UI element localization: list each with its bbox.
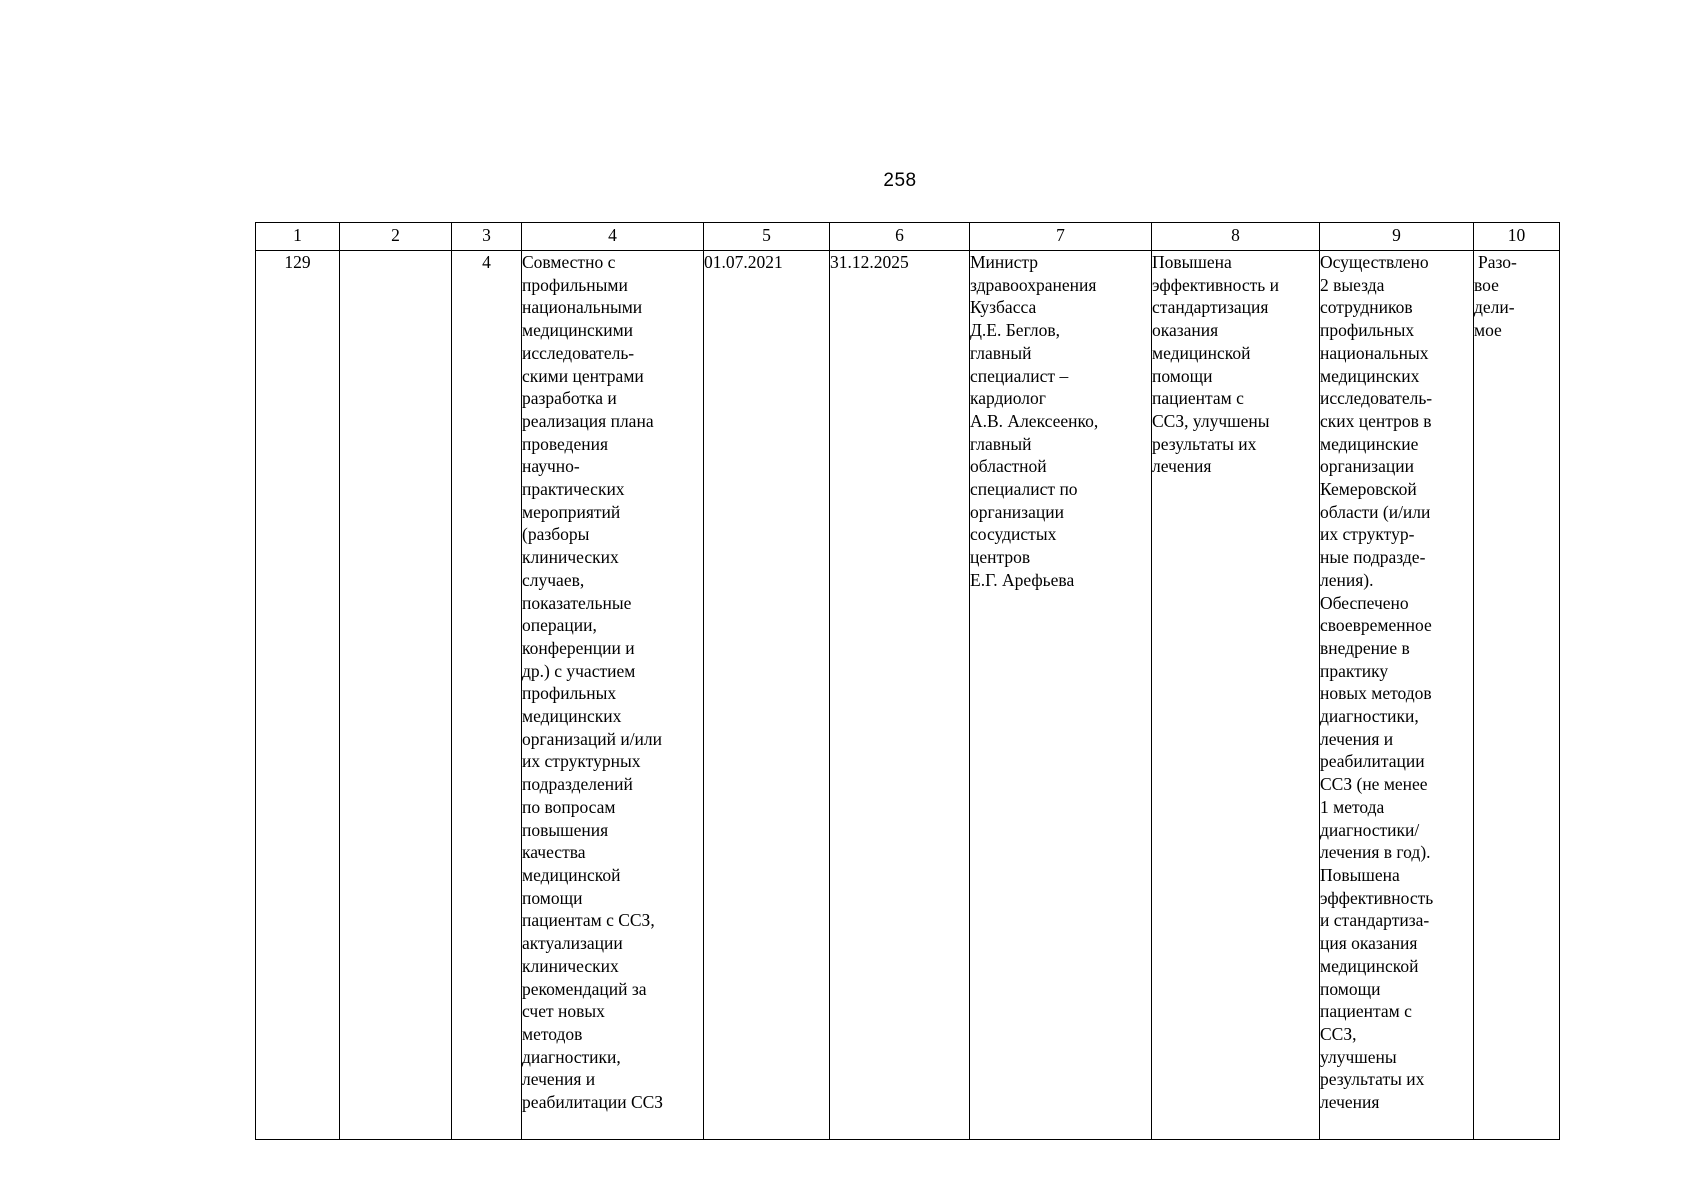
text-line: помощи: [1152, 365, 1213, 386]
result-description-cell: [1320, 251, 1474, 1140]
text-line: оказания: [1152, 320, 1219, 341]
text-line: практику: [1320, 660, 1389, 681]
text-line: медицинскими: [522, 320, 634, 341]
text-line: медицинской: [522, 864, 621, 885]
text-line: организации: [1320, 456, 1414, 477]
text-line: Повышена: [1152, 252, 1232, 272]
text-line: Совместно с: [522, 252, 616, 272]
text-line: скими центрами: [522, 365, 644, 386]
text-line: национальных: [1320, 342, 1429, 363]
text-line: профильных: [522, 683, 617, 704]
text-line: (разборы: [522, 524, 590, 545]
end-date-cell: 31.12.2025: [830, 251, 970, 1140]
text-line: ССЗ (не менее: [1320, 774, 1428, 795]
text-line: эффективность: [1320, 887, 1434, 908]
plan-table: [255, 222, 1560, 1140]
column-number: 10: [1474, 223, 1560, 251]
text-line: помощи: [522, 887, 583, 908]
column-number: 4: [522, 223, 704, 251]
text-line: главный: [970, 342, 1032, 363]
text-line: научно-: [522, 456, 580, 477]
text-line: Обеспечено: [1320, 592, 1409, 613]
text-line: помощи: [1320, 978, 1381, 999]
text-line: пациентам с ССЗ,: [522, 910, 655, 931]
text-line: разработка и: [522, 388, 617, 409]
text-line: мое: [1474, 320, 1502, 341]
text-line: клинических: [522, 955, 619, 976]
text-line: реабилитации: [1320, 751, 1425, 772]
responsible-persons: [970, 251, 1151, 592]
text-line: показательные: [522, 592, 632, 613]
text-line: Кемеровской: [1320, 479, 1417, 500]
column-number: 1: [256, 223, 340, 251]
text-line: вое: [1474, 274, 1499, 295]
text-line: качества: [522, 842, 586, 863]
text-line: области (и/или: [1320, 501, 1431, 522]
text-line: медицинских: [522, 706, 622, 727]
result-description: [1320, 251, 1473, 1114]
text-line: Разо-: [1478, 252, 1517, 272]
text-line: результаты их: [1320, 1069, 1425, 1090]
column-number: 9: [1320, 223, 1474, 251]
text-line: медицинские: [1320, 433, 1419, 454]
text-line: результаты их: [1152, 433, 1257, 454]
text-line: лечения в год).: [1320, 842, 1431, 863]
text-line: пациентам с: [1320, 1001, 1412, 1022]
text-line: случаев,: [522, 569, 585, 590]
text-line: специалист –: [970, 365, 1069, 386]
text-line: главный: [970, 433, 1032, 454]
text-line: конференции и: [522, 637, 635, 658]
row-number-cell: 129: [256, 251, 340, 1140]
text-line: повышения: [522, 819, 609, 840]
text-line: ления).: [1320, 569, 1374, 590]
text-line: актуализации: [522, 933, 623, 954]
empty-cell: [340, 251, 452, 1140]
text-line: Д.Е. Беглов,: [970, 320, 1060, 341]
text-line: диагностики,: [1320, 706, 1419, 727]
table-header-row: [256, 223, 1560, 251]
text-line: центров: [970, 547, 1031, 568]
text-line: рекомендаций за: [522, 978, 647, 999]
text-line: Повышена: [1320, 864, 1400, 885]
text-line: Осуществлено: [1320, 252, 1429, 272]
column-number: 5: [704, 223, 830, 251]
text-line: профильными: [522, 274, 628, 295]
text-line: исследователь-: [1320, 388, 1433, 409]
text-line: ССЗ,: [1320, 1023, 1357, 1044]
text-line: их структур-: [1320, 524, 1415, 545]
text-line: 1 метода: [1320, 796, 1385, 817]
text-line: А.В. Алексеенко,: [970, 410, 1099, 431]
text-line: своевременное: [1320, 615, 1432, 636]
text-line: по вопросам: [522, 796, 616, 817]
activity-description-cell: [522, 251, 704, 1140]
column-number: 2: [340, 223, 452, 251]
text-line: лечения и: [1320, 728, 1394, 749]
text-line: проведения: [522, 433, 609, 454]
text-line: профильных: [1320, 320, 1415, 341]
text-line: ные подразде-: [1320, 547, 1426, 568]
text-line: здравоохранения: [970, 274, 1097, 295]
text-line: медицинских: [1320, 365, 1420, 386]
text-line: ССЗ, улучшены: [1152, 410, 1270, 431]
text-line: исследователь-: [522, 342, 635, 363]
text-line: лечения и: [522, 1069, 596, 1090]
text-line: счет новых: [522, 1001, 605, 1022]
result-type: [1474, 251, 1559, 342]
responsible-persons-cell: [970, 251, 1152, 1140]
text-line: ция оказания: [1320, 933, 1418, 954]
text-line: реабилитации ССЗ: [522, 1092, 664, 1113]
text-line: клинических: [522, 547, 619, 568]
expected-result: [1152, 251, 1319, 478]
text-line: областной: [970, 456, 1047, 477]
text-line: др.) с участием: [522, 660, 636, 681]
text-line: диагностики/: [1320, 819, 1420, 840]
result-type-cell: [1474, 251, 1560, 1140]
column-number: 7: [970, 223, 1152, 251]
text-line: мероприятий: [522, 501, 621, 522]
text-line: операции,: [522, 615, 597, 636]
text-line: организации: [970, 501, 1064, 522]
text-line: сотрудников: [1320, 297, 1413, 318]
text-line: национальными: [522, 297, 643, 318]
column-number: 8: [1152, 223, 1320, 251]
text-line: новых методов: [1320, 683, 1432, 704]
text-line: практических: [522, 479, 625, 500]
text-line: эффективность и: [1152, 274, 1279, 295]
text-line: медицинской: [1320, 955, 1419, 976]
text-line: организаций и/или: [522, 728, 663, 749]
table-row: [256, 251, 1560, 1140]
activity-description: [522, 251, 703, 1114]
text-line: внедрение в: [1320, 637, 1410, 658]
text-line: методов: [522, 1023, 583, 1044]
text-line: лечения: [1320, 1092, 1380, 1113]
text-line: Кузбасса: [970, 297, 1037, 318]
text-line: стандартизация: [1152, 297, 1269, 318]
column-number: 3: [452, 223, 522, 251]
text-line: медицинской: [1152, 342, 1251, 363]
text-line: специалист по: [970, 479, 1078, 500]
text-line: их структурных: [522, 751, 641, 772]
text-line: сосудистых: [970, 524, 1057, 545]
page-number: 258: [883, 170, 917, 191]
col3-cell: 4: [452, 251, 522, 1140]
text-line: реализация плана: [522, 410, 654, 431]
expected-result-cell: [1152, 251, 1320, 1140]
text-line: лечения: [1152, 456, 1212, 477]
start-date-cell: 01.07.2021: [704, 251, 830, 1140]
text-line: 2 выезда: [1320, 274, 1385, 295]
text-line: улучшены: [1320, 1046, 1397, 1067]
text-line: дели-: [1474, 297, 1515, 318]
text-line: кардиолог: [970, 388, 1046, 409]
text-line: ских центров в: [1320, 410, 1432, 431]
text-line: диагностики,: [522, 1046, 621, 1067]
text-line: Министр: [970, 252, 1039, 272]
text-line: подразделений: [522, 774, 633, 795]
column-number: 6: [830, 223, 970, 251]
text-line: пациентам с: [1152, 388, 1244, 409]
text-line: и стандартиза-: [1320, 910, 1430, 931]
text-line: Е.Г. Арефьева: [970, 569, 1075, 590]
